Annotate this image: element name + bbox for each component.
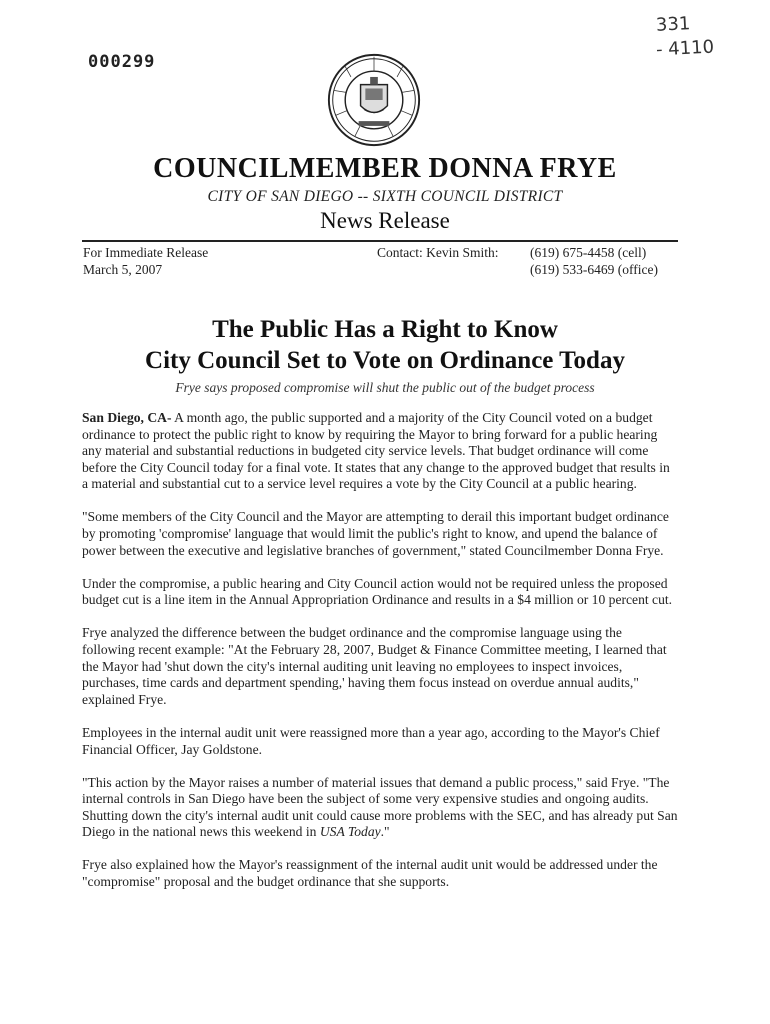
handwritten-note-bottom: - 4110: [655, 36, 715, 61]
headline-tagline: Frye says proposed compromise will shut the public out of the budget process: [175, 380, 595, 395]
dateline: San Diego, CA-: [82, 410, 172, 425]
paragraph-6-text: "This action by the Mayor raises a number of material issues that demand a public process," said Frye. "The internal controls in San Diego have been the subject of some very expensive studies and ongoing audits. Shutting down the city's internal audit unit could cause more problems with the SEC, and has already put San Diego in the national news this weekend in: [82, 774, 678, 840]
paragraph-7: Frye also explained how the Mayor's reassignment of the internal audit unit would be addressed under the "compromise" proposal and the budget ordinance that she supports.: [82, 857, 658, 890]
paragraph-3: Under the compromise, a public hearing and City Council action would not be required unless the proposed budget cut is a line item in the Annual Appropriation Ordinance and results in a $4 million or 10 percent cut.: [82, 575, 673, 608]
header-divider: [82, 240, 678, 242]
release-info: [83, 244, 208, 278]
publication-name: USA Today: [319, 824, 381, 840]
paragraph-1: [82, 410, 678, 493]
council-district-subtitle: CITY OF SAN DIEGO -- SIXTH COUNCIL DISTRICT: [207, 188, 563, 205]
paragraph-1-text: A month ago, the public supported and a majority of the City Council voted on a budget ordinance to protect the public right to know by requiring the Mayor to bring forward for a public hearing any material and substantial reductions in budgeted city service levels. That budget ordinance will come before the City Council today for a final vote. It states that any change to the approved budget that results in a material and substantial cut to a service level requires a vote by the City Council at a public hearing.: [82, 410, 670, 492]
paragraph-6: [82, 775, 678, 841]
paragraph-6-end: .": [380, 824, 390, 840]
paragraph-2: "Some members of the City Council and the Mayor are attempting to derail this important budget ordinance by promoting 'compromise' language that would limit the public's right to know, and upend the balance of power between the executive and legislative branches of government," stated Councilmember Donna Frye.: [82, 509, 669, 558]
phone-office: (619) 533-6469 (office): [530, 262, 658, 277]
contact-label: Contact: Kevin Smith:: [377, 245, 499, 260]
headline-line-2: City Council Set to Vote on Ordinance Today: [145, 347, 625, 374]
document-number: 000299: [88, 52, 156, 72]
contact-phones: [530, 244, 658, 278]
release-date: March 5, 2007: [83, 262, 163, 277]
paragraph-5: Employees in the internal audit unit were reassigned more than a year ago, according to the Mayor's Chief Financial Officer, Jay Goldstone.: [82, 724, 660, 757]
handwritten-note-top: 331: [655, 13, 691, 36]
city-seal-icon: [326, 52, 422, 148]
news-release-title: News Release: [320, 208, 450, 233]
release-label: For Immediate Release: [83, 245, 209, 260]
phone-cell: (619) 675-4458 (cell): [530, 245, 647, 260]
headline-line-1: The Public Has a Right to Know: [212, 316, 558, 343]
councilmember-name: COUNCILMEMBER DONNA FRYE: [153, 153, 617, 184]
article-body: [82, 410, 678, 907]
paragraph-4: Frye analyzed the difference between the budget ordinance and the compromise language using the following recent example: "At the February 28, 2007, Budget & Finance Committee meeting, I learned that the Mayor had 'shut down the city's internal auditing unit leaving no employees to inspect invoices, purchases, time cards and department spending,' having them focus instead on overdue annual audits," explained Frye.: [82, 625, 667, 707]
